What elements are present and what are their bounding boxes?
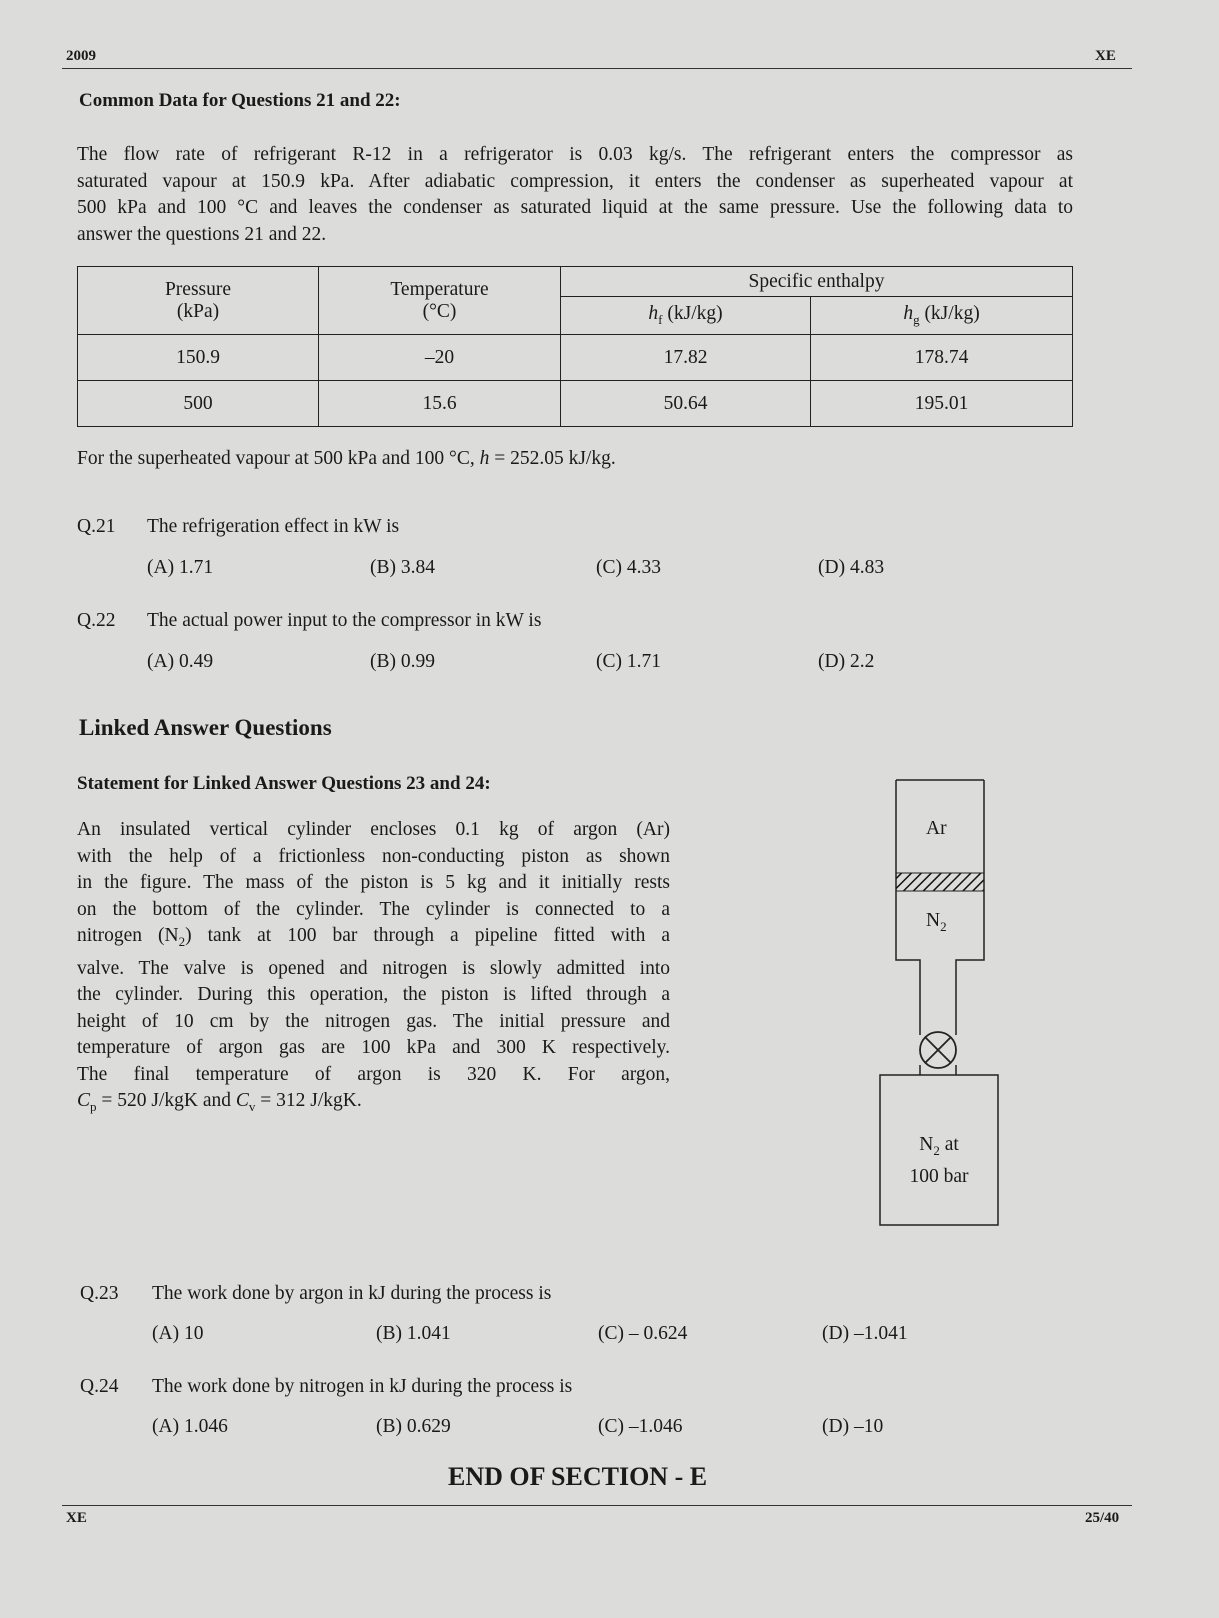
line-text: nitrogen (N [77,925,179,946]
cv-subscript: v [248,1099,256,1114]
cp-value: = 520 J/kgK and [96,1090,236,1111]
linked-statement-paragraph [77,817,670,1121]
note-symbol: h [479,448,490,469]
option-d[interactable]: (D) 4.83 [818,557,885,578]
option-a[interactable]: (A) 0.49 [147,651,214,672]
table-cell: 500 [78,381,319,427]
cp-symbol: C [77,1090,91,1111]
hg-header [811,297,1073,335]
linked-section-title: Linked Answer Questions [79,715,332,740]
paragraph-line: temperature of argon gas are 100 kPa and 300 K respectively. [77,1037,670,1058]
hf-unit: (kJ/kg) [662,303,723,324]
question-text: The work done by nitrogen in kJ during the process is [152,1376,573,1397]
linked-statement-title: Statement for Linked Answer Questions 23 and 24: [77,773,491,794]
table-cell: 195.01 [811,381,1073,427]
paragraph-line: height of 10 cm by the nitrogen gas. The initial pressure and [77,1010,670,1032]
option-c[interactable]: (C) – 0.624 [598,1323,688,1344]
table-cell: –20 [319,335,561,381]
paragraph-line [77,1088,670,1121]
header-rule [62,68,1132,69]
pressure-header-line: Pressure [164,278,232,300]
option-d[interactable]: (D) 2.2 [818,651,875,672]
paragraph-line: The flow rate of refrigerant R-12 in a refrigerator is 0.03 kg/s. The refrigerant enters the compressor as [77,144,1073,165]
subscript: 2 [940,919,947,934]
cp-subscript: p [90,1099,97,1114]
question-number: Q.21 [77,516,116,537]
option-a[interactable]: (A) 1.046 [152,1416,228,1437]
paragraph-line: answer the questions 21 and 22. [77,223,327,245]
paragraph-line: in the figure. The mass of the piston is 5 kg and it initially rests [77,872,670,893]
paragraph-line: An insulated vertical cylinder encloses 0.1 kg of argon (Ar) [77,819,670,840]
option-d[interactable]: (D) –10 [822,1416,884,1437]
common-data-title: Common Data for Questions 21 and 22: [79,90,401,111]
hf-symbol: h [648,303,659,324]
cv-value: = 312 J/kgK. [255,1090,362,1111]
option-c[interactable]: (C) –1.046 [598,1416,683,1437]
enthalpy-header: Specific enthalpy [561,267,1073,297]
option-b[interactable]: (B) 0.99 [370,651,435,672]
table-cell: 15.6 [319,381,561,427]
subscript: 2 [178,934,186,949]
tank-label [880,1132,998,1190]
hg-unit: (kJ/kg) [919,303,980,324]
option-b[interactable]: (B) 3.84 [370,557,435,578]
paragraph-line: valve. The valve is opened and nitrogen is slowly admitted into [77,957,670,979]
option-c[interactable]: (C) 4.33 [596,557,661,578]
question-text: The refrigeration effect in kW is [147,516,400,537]
option-b[interactable]: (B) 0.629 [376,1416,451,1437]
footer-rule [62,1505,1132,1506]
cv-symbol: C [235,1090,249,1111]
cylinder-wall-left [896,780,920,1035]
question-text: The actual power input to the compressor in kW is [147,610,542,631]
question-number: Q.23 [80,1283,119,1304]
paragraph-line: The final temperature of argon is 320 K. For argon, [77,1063,670,1085]
header-paper-code: XE [1095,48,1116,64]
option-a[interactable]: (A) 1.71 [147,557,214,578]
paragraph-line: with the help of a frictionless non-conducting piston as shown [77,845,670,867]
line-text: ) tank at 100 bar through a pipeline fitted with a [185,925,670,946]
common-data-paragraph [77,142,1073,248]
hg-symbol: h [903,303,914,324]
paragraph-line: on the bottom of the cylinder. The cylinder is connected to a [77,898,670,920]
cylinder-wall-right [956,780,984,1035]
paragraph-line: saturated vapour at 150.9 kPa. After adiabatic compression, it enters the condenser as superheated vapour at [77,170,1073,192]
enthalpy-table [77,266,1073,427]
table-cell: 178.74 [811,335,1073,381]
option-a[interactable]: (A) 10 [152,1323,204,1344]
hg-subscript: g [913,312,920,327]
paragraph-line: the cylinder. During this operation, the piston is lifted through a [77,984,670,1005]
subscript: 2 [933,1143,940,1158]
pressure-header [78,267,319,335]
table-row [78,335,1073,381]
option-c[interactable]: (C) 1.71 [596,651,661,672]
tank-label-line [880,1132,998,1164]
footer-paper-code: XE [66,1510,87,1526]
temperature-header [319,267,561,335]
label-text: N [926,910,941,931]
tank-label-line: 100 bar [909,1166,969,1187]
temperature-header-unit: (°C) [422,300,457,322]
table-cell: 150.9 [78,335,319,381]
hf-header [561,297,811,335]
nitrogen-label [926,910,947,935]
pressure-header-unit: (kPa) [176,300,220,322]
question-number: Q.24 [80,1376,119,1397]
option-b[interactable]: (B) 1.041 [376,1323,451,1344]
hf-subscript: f [658,312,663,327]
table-cell: 17.82 [561,335,811,381]
table-row [78,381,1073,427]
footer-page-number: 25/40 [1085,1510,1120,1526]
header-year: 2009 [66,48,96,64]
end-of-section: END OF SECTION - E [448,1462,708,1491]
question-number: Q.22 [77,610,116,631]
argon-label: Ar [926,818,947,839]
piston [896,873,984,891]
label-text: N [919,1134,934,1155]
note-value: = 252.05 kJ/kg. [489,448,616,469]
paragraph-line [77,923,670,956]
note-prefix: For the superheated vapour at 500 kPa and 100 °C, [77,448,480,469]
label-text: at [939,1134,959,1155]
temperature-header-line: Temperature [390,278,489,300]
option-d[interactable]: (D) –1.041 [822,1323,908,1344]
paragraph-line: 500 kPa and 100 °C and leaves the condenser as saturated liquid at the same pressure. Use the following data to [77,197,1073,218]
superheat-note [77,448,616,470]
table-cell: 50.64 [561,381,811,427]
question-text: The work done by argon in kJ during the process is [152,1283,552,1304]
